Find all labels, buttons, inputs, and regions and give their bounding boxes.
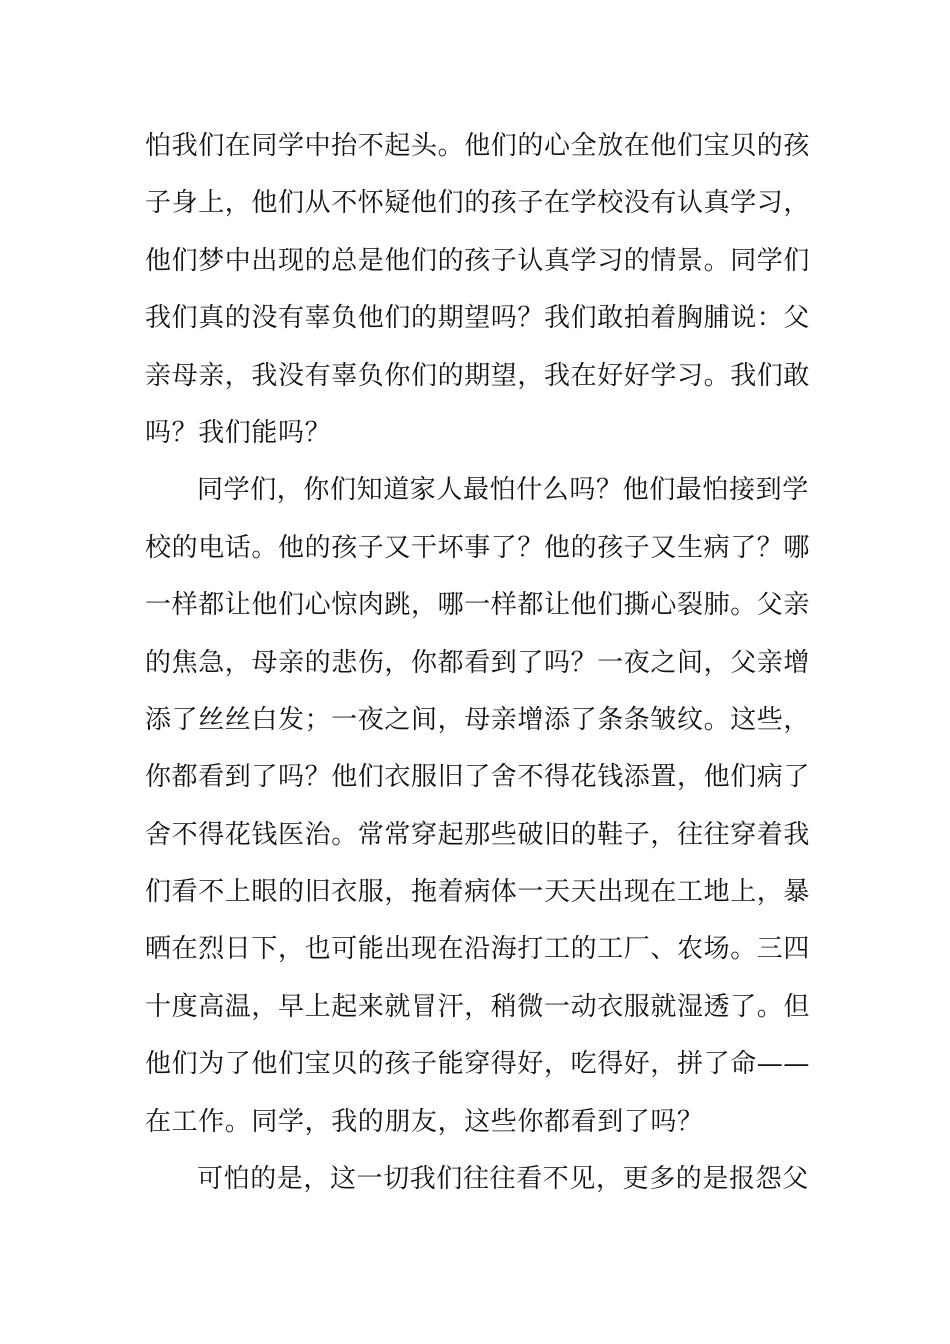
paragraph-2 bbox=[145, 462, 810, 1151]
text-line: 的焦急，母亲的悲伤，你都看到了吗？一夜之间，父亲增 bbox=[145, 647, 811, 678]
text-line: 子身上，他们从不怀疑他们的孩子在学校没有认真学习， bbox=[145, 188, 811, 219]
text-line: 添了丝丝白发；一夜之间，母亲增添了条条皱纹。这些， bbox=[145, 704, 811, 735]
text-line: 亲母亲，我没有辜负你们的期望，我在好好学习。我们敢 bbox=[145, 360, 811, 391]
text-line: 同学们，你们知道家人最怕什么吗？他们最怕接到学 bbox=[197, 475, 809, 506]
text-line: 一样都让他们心惊肉跳，哪一样都让他们撕心裂肺。父亲 bbox=[145, 590, 811, 621]
text-line: 在工作。同学，我的朋友，这些你都看到了吗？ bbox=[145, 1106, 704, 1137]
text-line: 十度高温，早上起来就冒汗，稍微一动衣服就湿透了。但 bbox=[145, 991, 811, 1022]
text-line: 校的电话。他的孩子又干坏事了？他的孩子又生病了？哪 bbox=[145, 532, 811, 563]
paragraph-1 bbox=[145, 118, 810, 462]
text-line: 吗？我们能吗？ bbox=[145, 417, 332, 448]
text-line: 他们梦中出现的总是他们的孩子认真学习的情景。同学们 bbox=[145, 245, 811, 276]
text-line: 可怕的是，这一切我们往往看不见，更多的是报怨父 bbox=[197, 1164, 809, 1195]
body-text bbox=[145, 118, 810, 1208]
text-line: 我们真的没有辜负他们的期望吗？我们敢拍着胸脯说：父 bbox=[145, 303, 811, 334]
text-line: 们看不上眼的旧衣服，拖着病体一天天出现在工地上，暴 bbox=[145, 877, 811, 908]
text-line: 舍不得花钱医治。常常穿起那些破旧的鞋子，往往穿着我 bbox=[145, 819, 811, 850]
text-line: 怕我们在同学中抬不起头。他们的心全放在他们宝贝的孩 bbox=[145, 131, 811, 161]
text-line: 他们为了他们宝贝的孩子能穿得好，吃得好，拼了命—— bbox=[145, 1049, 811, 1080]
text-line: 你都看到了吗？他们衣服旧了舍不得花钱添置，他们病了 bbox=[145, 762, 811, 793]
paragraph-3 bbox=[145, 1151, 810, 1208]
text-line: 晒在烈日下，也可能出现在沿海打工的工厂、农场。三四 bbox=[145, 934, 811, 965]
